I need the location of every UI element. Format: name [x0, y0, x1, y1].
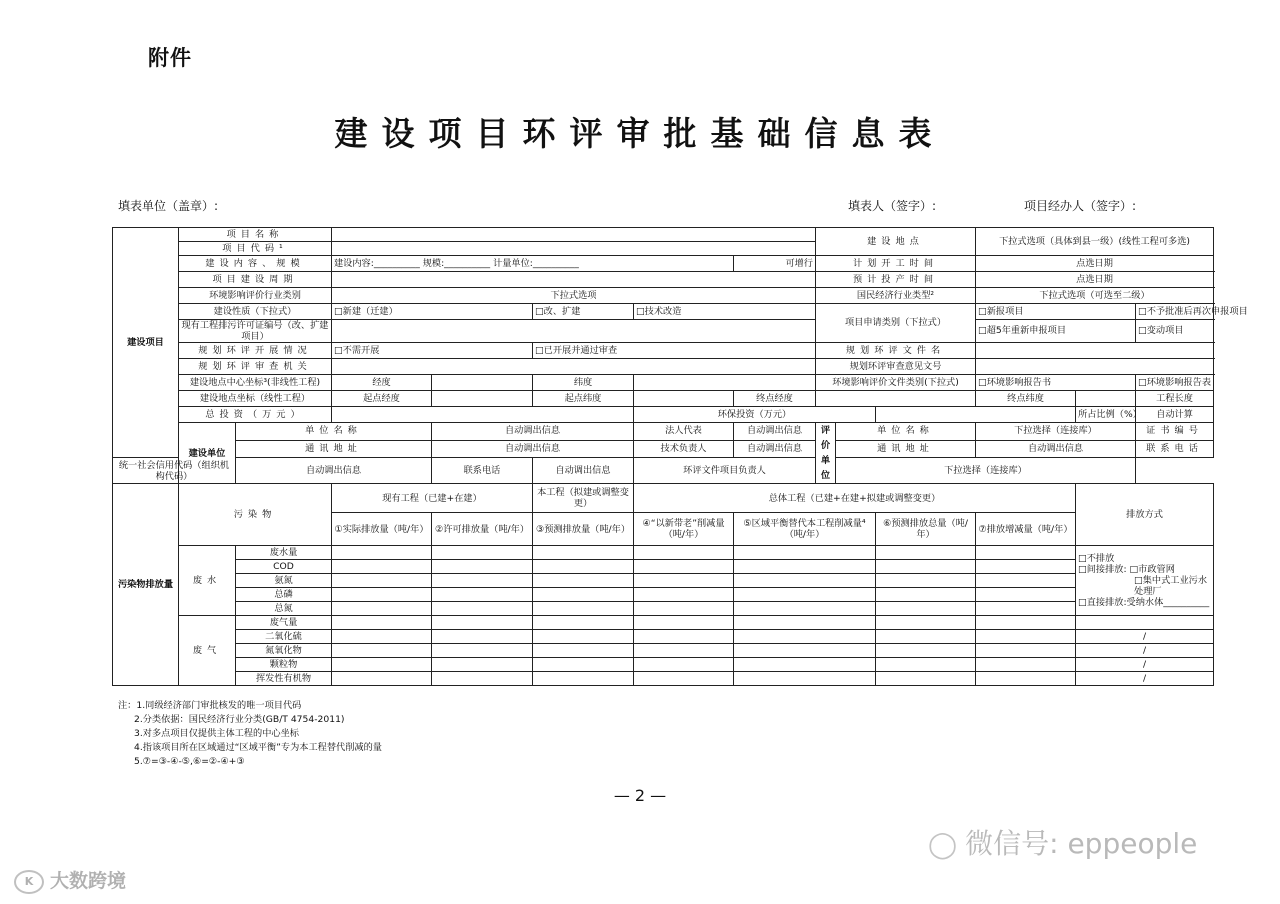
- water-item: 废水量: [236, 546, 332, 560]
- label-eval-name: 单位名称: [836, 423, 976, 441]
- label-plan-file: 规划环评文件名: [816, 343, 976, 359]
- apply-new[interactable]: □新报项目: [976, 304, 1136, 320]
- value-eval-name[interactable]: 下拉选择（连接库）: [976, 423, 1136, 441]
- gas-method: /: [1076, 644, 1214, 658]
- note-4: 4.指该项目所在区域通过“区域平衡”专为本工程替代削减的量: [134, 742, 382, 753]
- value-unit-name: 自动调出信息: [432, 423, 634, 441]
- label-credit: 统一社会信用代码（组织机构代码）: [113, 458, 236, 484]
- label-end-lat: 终点纬度: [976, 391, 1076, 407]
- label-center: 建设地点中心坐标³(非线性工程): [179, 375, 332, 391]
- label-lat: 纬度: [533, 375, 634, 391]
- gas-method[interactable]: [1076, 616, 1214, 630]
- label-address: 通讯地址: [236, 440, 432, 458]
- section-eval: 评价单位: [816, 423, 836, 484]
- value-invest[interactable]: [332, 407, 634, 423]
- page-title: 建设项目环评审批基础信息表: [334, 114, 946, 153]
- value-eval-leader[interactable]: 下拉选择（连接库）: [836, 458, 1136, 484]
- manager-label: 项目经办人（签字）:: [1024, 199, 1137, 213]
- label-start-lat: 起点纬度: [533, 391, 634, 407]
- label-econ: 国民经济行业类型²: [816, 288, 976, 304]
- col-permit: ②许可排放量（吨/年）: [432, 513, 533, 546]
- opt-indirect[interactable]: □间接排放:: [1078, 564, 1127, 575]
- label-legal: 法人代表: [634, 423, 734, 441]
- value-ratio: 自动计算: [1136, 407, 1214, 423]
- opt-no-emit[interactable]: □不排放: [1078, 553, 1115, 564]
- gas-item: 废气量: [236, 616, 332, 630]
- water-item: 总氮: [236, 602, 332, 616]
- gas-method: /: [1076, 630, 1214, 644]
- label-eval-addr: 通讯地址: [836, 440, 976, 458]
- opt-direct[interactable]: □直接排放:受纳水体__________: [1078, 597, 1210, 608]
- label-content: 建设内容、规模: [179, 256, 332, 272]
- label-unit-name: 单位名称: [236, 423, 432, 441]
- label-apply: 项目申请类别（下拉式）: [816, 304, 976, 343]
- label-start: 计划开工时间: [816, 256, 976, 272]
- notes: [118, 699, 382, 769]
- value-start[interactable]: 点选日期: [976, 256, 1214, 272]
- label-project-name: 项目名称: [179, 228, 332, 242]
- gas-method: /: [1076, 658, 1214, 672]
- value-production[interactable]: 点选日期: [976, 272, 1214, 288]
- label-project-code: 项目代码¹: [179, 242, 332, 256]
- label-env-invest: 环保投资（万元）: [634, 407, 876, 423]
- value-plan-org[interactable]: [332, 359, 816, 375]
- value-permit[interactable]: [332, 320, 816, 343]
- discharge-method: [1076, 546, 1214, 616]
- value-end-lat[interactable]: [1076, 391, 1136, 407]
- label-plan-opinion: 规划环评审查意见文号: [816, 359, 976, 375]
- label-period: 项目建设周期: [179, 272, 332, 288]
- gas-item: 颗粒物: [236, 658, 332, 672]
- note-1: 注：1.同级经济部门审批核发的唯一项目代码: [118, 700, 302, 711]
- filler-label: 填表人（签字）:: [848, 199, 937, 213]
- value-content[interactable]: 建设内容:__________ 规模:__________ 计量单位:__________: [332, 256, 734, 272]
- label-lon: 经度: [332, 375, 432, 391]
- section-unit: 建设单位: [179, 423, 236, 484]
- plan-done[interactable]: □已开展并通过审查: [533, 343, 816, 359]
- water-item: 氨氮: [236, 574, 332, 588]
- label-site: 建设地点: [816, 228, 976, 256]
- value-phone: 自动调出信息: [533, 458, 634, 484]
- gas-item: 挥发性有机物: [236, 672, 332, 686]
- opt-municipal[interactable]: □市政管网: [1129, 564, 1175, 575]
- col-actual: ①实际排放量（吨/年）: [332, 513, 432, 546]
- value-project-name[interactable]: [332, 228, 816, 242]
- label-plan: 规划环评开展情况: [179, 343, 332, 359]
- label-tech: 技术负责人: [634, 440, 734, 458]
- header-method: 排放方式: [1076, 484, 1214, 546]
- value-plan-opinion[interactable]: [976, 359, 1214, 375]
- value-period[interactable]: [332, 272, 816, 288]
- wechat-watermark: [928, 822, 1197, 862]
- note-2: 2.分类依据：国民经济行业分类(GB/T 4754-2011): [134, 714, 345, 725]
- brand-text: 大数跨境: [50, 870, 127, 892]
- info-table: [112, 227, 1248, 686]
- label-production: 预计投产时间: [816, 272, 976, 288]
- header-this: 本工程（拟建或调整变更）: [533, 484, 634, 513]
- value-econ[interactable]: 下拉式选项（可选至二级）: [976, 288, 1214, 304]
- page-number: — 2 —: [613, 786, 667, 805]
- value-lat[interactable]: [634, 375, 816, 391]
- header-existing: 现有工程（已建+在建）: [332, 484, 533, 513]
- nature-ext[interactable]: □改、扩建: [533, 304, 634, 320]
- label-water: 废水: [179, 546, 236, 616]
- header-total: 总体工程（已建+在建+拟建或调整变更）: [634, 484, 1076, 513]
- apply-over[interactable]: □超5年重新申报项目: [976, 320, 1136, 343]
- value-tech: 自动调出信息: [734, 440, 816, 458]
- label-eval-leader: 环评文件项目负责人: [634, 458, 816, 484]
- opt-central[interactable]: □集中式工业污水处理厂: [1134, 575, 1208, 597]
- label-permit: 现有工程排污许可证编号（改、扩建项目）: [179, 320, 332, 343]
- label-ratio: 所占比例（%）: [1076, 407, 1136, 423]
- value-legal: 自动调出信息: [734, 423, 816, 441]
- label-pollutant: 污染物: [179, 484, 332, 546]
- note-3: 3.对多点项目仅提供主体工程的中心坐标: [134, 728, 299, 739]
- label-plan-org: 规划环评审查机关: [179, 359, 332, 375]
- col-total-predict: ⑥预测排放总量（吨/年）: [876, 513, 976, 546]
- label-line: 建设地点坐标（线性工程）: [179, 391, 332, 407]
- water-item: 总磷: [236, 588, 332, 602]
- value-project-code[interactable]: [332, 242, 816, 256]
- plan-no[interactable]: □不需开展: [332, 343, 533, 359]
- label-length: 工程长度: [1136, 391, 1214, 407]
- label-cert: 证书编号: [1136, 423, 1214, 441]
- label-eval-phone: 联系电话: [1136, 440, 1214, 458]
- water-item: COD: [236, 560, 332, 574]
- label-phone: 联系电话: [432, 458, 533, 484]
- nature-new[interactable]: □新建（迁建）: [332, 304, 533, 320]
- label-invest: 总投资（万元）: [179, 407, 332, 423]
- value-lon[interactable]: [432, 375, 533, 391]
- brand-logo-icon: K: [14, 870, 44, 894]
- fill-unit-label: 填表单位（盖章）:: [118, 199, 219, 213]
- value-start-lon[interactable]: [432, 391, 533, 407]
- label-start-lon: 起点经度: [332, 391, 432, 407]
- gas-method: /: [1076, 672, 1214, 686]
- wechat-icon: ◯: [928, 830, 958, 860]
- label-gas: 废气: [179, 616, 236, 686]
- attachment-label: 附件: [148, 46, 192, 70]
- label-eia-type: 环境影响评价文件类别(下拉式): [816, 375, 976, 391]
- value-env-invest[interactable]: [876, 407, 1076, 423]
- can-add-row[interactable]: 可增行: [734, 256, 816, 272]
- label-nature: 建设性质（下拉式）: [179, 304, 332, 320]
- col-change: ⑦排放增减量（吨/年）: [976, 513, 1076, 546]
- value-industry[interactable]: 下拉式选项: [332, 288, 816, 304]
- value-end-lon[interactable]: [816, 391, 976, 407]
- col-region: ⑤区域平衡替代本工程削减量⁴（吨/年）: [734, 513, 876, 546]
- section-pollution: 污染物排放量: [113, 484, 179, 686]
- eia-table[interactable]: □环境影响报告表: [1136, 375, 1214, 391]
- value-eval-addr: 自动调出信息: [976, 440, 1136, 458]
- brand-watermark: [14, 866, 126, 894]
- label-end-lon: 终点经度: [734, 391, 816, 407]
- note-5: 5.⑦=③-④-⑤,⑥=②-④+③: [134, 756, 245, 767]
- wechat-text: 微信号: eppeople: [965, 827, 1198, 860]
- col-predict: ③预测排放量（吨/年）: [533, 513, 634, 546]
- apply-change[interactable]: □变动项目: [1136, 320, 1214, 343]
- value-address: 自动调出信息: [432, 440, 634, 458]
- gas-item: 氮氧化物: [236, 644, 332, 658]
- section-project: 建设项目: [113, 228, 179, 458]
- col-old-reduce: ④“以新带老”削减量（吨/年）: [634, 513, 734, 546]
- apply-no[interactable]: □不予批准后再次申报项目: [1136, 304, 1214, 320]
- nature-tech[interactable]: □技术改造: [634, 304, 816, 320]
- eia-report[interactable]: □环境影响报告书: [976, 375, 1136, 391]
- value-credit: 自动调出信息: [236, 458, 432, 484]
- value-plan-file[interactable]: [976, 343, 1214, 359]
- gas-item: 二氧化硫: [236, 630, 332, 644]
- value-start-lat[interactable]: [634, 391, 734, 407]
- label-industry: 环境影响评价行业类别: [179, 288, 332, 304]
- value-site[interactable]: 下拉式选项（具体到县一级）(线性工程可多选): [976, 228, 1214, 256]
